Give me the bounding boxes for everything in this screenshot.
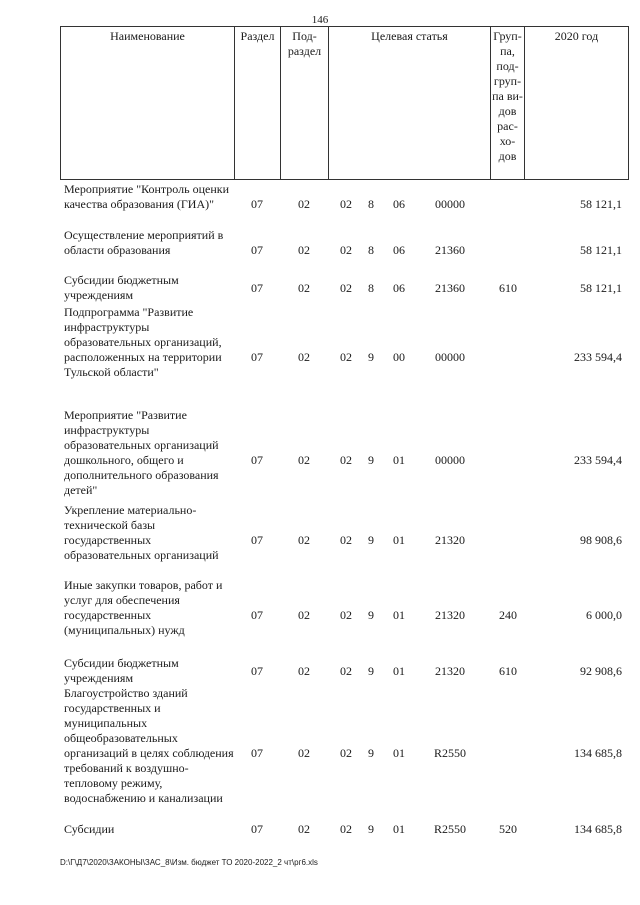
row-podrazdel: 02	[298, 281, 310, 295]
row-target-part-4: 00000	[435, 350, 465, 364]
column-header-target: Целевая статья	[329, 27, 491, 180]
row-target-part-4: 21360	[435, 243, 465, 257]
file-path-footer: D:\Г\Д7\2020\ЗАКОНЫ\ЗАС_8\Изм. бюджет ТО 2020-2022_2 чт\рг6.xls	[60, 858, 318, 867]
row-target-part-2: 9	[368, 664, 374, 678]
row-name: Мероприятие "Развитие инфраструктуры образовательных организаций дошкольного, общего и дополнительного образования детей"	[64, 408, 219, 497]
row-target-part-3: 01	[393, 533, 405, 547]
row-target-part-2: 8	[368, 197, 374, 211]
table-row	[60, 686, 628, 806]
row-podrazdel: 02	[298, 350, 310, 364]
table-row	[60, 503, 628, 563]
row-expense-type: 520	[499, 822, 517, 836]
row-razdel: 07	[251, 533, 263, 547]
row-razdel: 07	[251, 664, 263, 678]
row-name: Субсидии бюджетным учреждениям	[64, 273, 179, 302]
row-podrazdel: 02	[298, 197, 310, 211]
row-target-part-2: 9	[368, 746, 374, 760]
row-target-part-4: 00000	[435, 453, 465, 467]
row-amount: 233 594,4	[574, 453, 622, 467]
row-amount: 58 121,1	[580, 243, 622, 257]
row-target-part-4: 21320	[435, 533, 465, 547]
table-row	[60, 656, 628, 686]
row-target-part-3: 06	[393, 243, 405, 257]
column-header-name: Наименование	[61, 27, 235, 180]
row-name: Иные закупки товаров, работ и услуг для обеспечения государственных (муниципальных) нужд	[64, 578, 223, 637]
row-target-part-3: 01	[393, 822, 405, 836]
row-podrazdel: 02	[298, 608, 310, 622]
row-target-part-1: 02	[340, 197, 352, 211]
row-razdel: 07	[251, 453, 263, 467]
row-target-part-2: 9	[368, 350, 374, 364]
row-target-part-2: 9	[368, 453, 374, 467]
row-razdel: 07	[251, 350, 263, 364]
row-target-part-1: 02	[340, 533, 352, 547]
row-expense-type: 610	[499, 664, 517, 678]
row-target-part-3: 01	[393, 746, 405, 760]
row-podrazdel: 02	[298, 746, 310, 760]
row-target-part-3: 06	[393, 281, 405, 295]
row-target-part-3: 01	[393, 664, 405, 678]
row-target-part-1: 02	[340, 746, 352, 760]
row-amount: 98 908,6	[580, 533, 622, 547]
table-row	[60, 822, 628, 837]
row-amount: 92 908,6	[580, 664, 622, 678]
column-header-razdel: Раздел	[235, 27, 281, 180]
row-expense-type: 610	[499, 281, 517, 295]
row-target-part-2: 9	[368, 608, 374, 622]
row-target-part-2: 9	[368, 533, 374, 547]
row-amount: 134 685,8	[574, 822, 622, 836]
row-amount: 58 121,1	[580, 281, 622, 295]
table-row	[60, 408, 628, 498]
row-target-part-2: 9	[368, 822, 374, 836]
row-razdel: 07	[251, 608, 263, 622]
row-target-part-3: 01	[393, 453, 405, 467]
row-target-part-4: 21360	[435, 281, 465, 295]
row-podrazdel: 02	[298, 243, 310, 257]
row-amount: 6 000,0	[586, 608, 622, 622]
row-target-part-1: 02	[340, 453, 352, 467]
column-header-podrazdel: Под-раздел	[281, 27, 329, 180]
row-target-part-3: 06	[393, 197, 405, 211]
table-row	[60, 273, 628, 303]
table-header	[60, 26, 629, 180]
row-target-part-1: 02	[340, 243, 352, 257]
table-row	[60, 228, 628, 258]
row-name: Осуществление мероприятий в области образования	[64, 228, 224, 257]
table-row	[60, 182, 628, 227]
row-target-part-3: 00	[393, 350, 405, 364]
column-header-vid: Груп-па, под-груп-па ви-дов рас-хо-дов	[491, 27, 525, 180]
row-target-part-1: 02	[340, 822, 352, 836]
row-podrazdel: 02	[298, 533, 310, 547]
row-amount: 233 594,4	[574, 350, 622, 364]
row-target-part-4: 21320	[435, 608, 465, 622]
row-target-part-3: 01	[393, 608, 405, 622]
row-razdel: 07	[251, 746, 263, 760]
row-name: Укрепление материально-технической базы государственных образовательных организаций	[64, 503, 219, 562]
row-razdel: 07	[251, 197, 263, 211]
row-target-part-2: 8	[368, 243, 374, 257]
row-name: Мероприятие "Контроль оценки качества образования (ГИА)"	[64, 182, 230, 211]
row-razdel: 07	[251, 822, 263, 836]
row-target-part-4: R2550	[433, 746, 466, 760]
row-amount: 58 121,1	[580, 197, 622, 211]
table-row	[60, 305, 628, 380]
row-target-part-1: 02	[340, 608, 352, 622]
table-row	[60, 578, 628, 638]
row-target-part-4: 21320	[435, 664, 465, 678]
row-podrazdel: 02	[298, 822, 310, 836]
row-name: Субсидии бюджетным учреждениям	[64, 656, 179, 685]
page-number: 146	[311, 14, 329, 26]
row-razdel: 07	[251, 281, 263, 295]
row-target-part-1: 02	[340, 350, 352, 364]
row-target-part-2: 8	[368, 281, 374, 295]
row-expense-type: 240	[499, 608, 517, 622]
row-target-part-1: 02	[340, 281, 352, 295]
column-header-year: 2020 год	[525, 27, 629, 180]
row-name: Благоустройство зданий государственных и муниципальных общеобразовательных организаций в целях соблюдения требований к воздушно-тепловому режиму, водоснабжению и канализации	[64, 686, 234, 805]
row-podrazdel: 02	[298, 453, 310, 467]
row-target-part-1: 02	[340, 664, 352, 678]
row-podrazdel: 02	[298, 664, 310, 678]
row-amount: 134 685,8	[574, 746, 622, 760]
row-target-part-4: R2550	[433, 822, 466, 836]
row-razdel: 07	[251, 243, 263, 257]
row-name: Подпрограмма "Развитие инфраструктуры образовательных организаций, расположенных на территории Тульской области"	[64, 305, 222, 379]
row-target-part-4: 00000	[435, 197, 465, 211]
row-name: Субсидии	[64, 822, 115, 836]
